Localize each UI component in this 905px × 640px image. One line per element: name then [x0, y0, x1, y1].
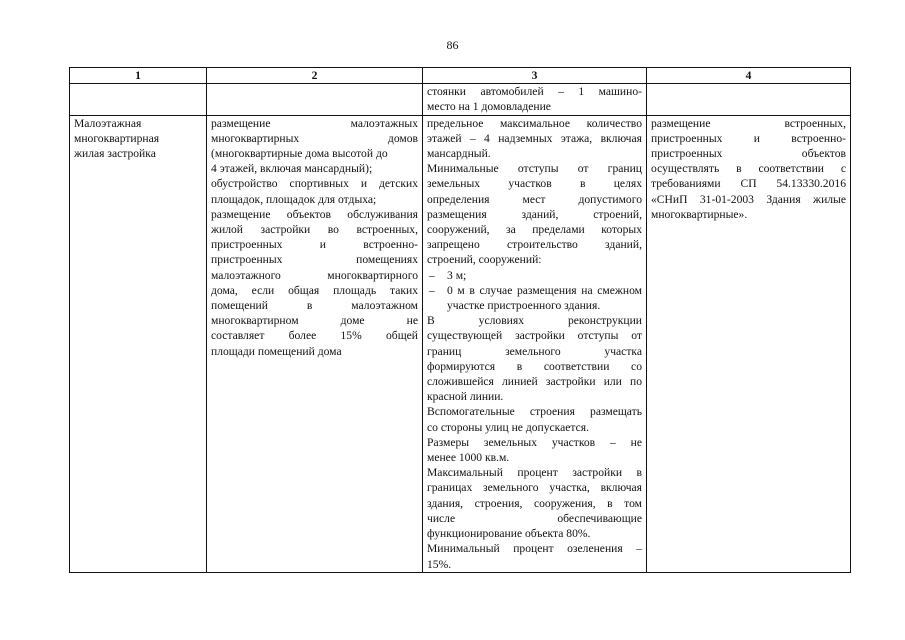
text-line: осуществлять в соответствии с: [651, 162, 846, 176]
text-line: площадок, площадок для отдыха;: [211, 192, 377, 206]
text-line: красной линии.: [427, 390, 504, 404]
text-line: требованиями СП 54.13330.2016: [651, 177, 846, 191]
text-line: дома, если общая площадь таких: [211, 283, 418, 297]
text-line: жилой застройки во встроенных,: [211, 223, 418, 237]
header-cell: 2: [207, 68, 423, 84]
text-line: границ земельного участка: [427, 344, 642, 358]
text-line: функционирование объекта 80%.: [427, 527, 591, 541]
text-line: размещение встроенных,: [651, 116, 846, 130]
text-line: пристроенных и встроенно-: [211, 238, 418, 252]
text-line: многоквартирном доме не: [211, 314, 418, 328]
text-line: этажей – 4 надземных этажа, включая: [427, 131, 642, 145]
text-line: формируются в соответствии со: [427, 359, 642, 373]
text-line: пристроенных помещениях: [211, 253, 418, 267]
text-line: здания, строения, сооружения, в том: [427, 496, 642, 510]
text-line: составляет более 15% общей: [211, 329, 418, 343]
text-line: со стороны улиц не допускается.: [427, 420, 589, 434]
text-line: пристроенных объектов: [651, 147, 846, 161]
text-line: малоэтажного многоквартирного: [211, 268, 418, 282]
text-line: площади помещений дома: [211, 344, 342, 358]
cell-empty: [207, 84, 423, 115]
text-line: обустройство спортивных и детских: [211, 177, 418, 191]
cell-parameters: [423, 115, 647, 572]
table-row-main: [70, 115, 851, 572]
text-line: определения мест допустимого: [427, 192, 642, 206]
text-line: «СНиП 31-01-2003 Здания жилые: [651, 192, 846, 206]
text-line: размещение объектов обслуживания: [211, 207, 418, 221]
text-line: размещения зданий, строений,: [427, 207, 642, 221]
text-line: Вспомогательные строения размещать: [427, 405, 642, 419]
cell-empty: [647, 84, 851, 115]
text-line: Малоэтажная: [74, 116, 142, 130]
table-header-row: [70, 68, 851, 84]
cell-requirements: [647, 115, 851, 572]
zoning-table: [69, 67, 851, 573]
text-line: В условиях реконструкции: [427, 314, 642, 328]
text-line: (многоквартирные дома высотой до: [211, 147, 388, 161]
text-line: многоквартирные».: [651, 207, 748, 221]
page-number: 86: [446, 38, 459, 52]
cell-zone-name: [70, 115, 207, 572]
header-cell: 3: [423, 68, 647, 84]
text-line: Минимальные отступы от границ: [427, 162, 642, 176]
text-line: мансардный.: [427, 147, 491, 161]
text-line: запрещено строительство зданий,: [427, 238, 642, 252]
text-line: место на 1 домовладение: [427, 100, 551, 114]
header-cell: 4: [647, 68, 851, 84]
list-item: – 0 м в случае размещения на смежном участке пристроенного здания.: [427, 283, 642, 313]
text-line: менее 1000 кв.м.: [427, 451, 510, 465]
text-line: Размеры земельных участков – не: [427, 435, 642, 449]
text-line: строений, сооружений:: [427, 253, 542, 267]
text-line: Максимальный процент застройки в: [427, 466, 642, 480]
cell-parking-continued: [423, 84, 647, 115]
text-line: стоянки автомобилей – 1 машино-: [427, 85, 642, 99]
text-line: земельных участков в целях: [427, 177, 642, 191]
text-line: помещений в малоэтажном: [211, 299, 418, 313]
text-line: пристроенных и встроенно-: [651, 131, 846, 145]
text-line: Минимальный процент озеленения –: [427, 542, 642, 556]
table-row-continued: [70, 84, 851, 115]
text-line: числе обеспечивающие: [427, 511, 642, 525]
setback-list: [427, 268, 642, 314]
text-line: 4 этажей, включая мансардный);: [211, 162, 373, 176]
text-line: сооружений, за пределами которых: [427, 223, 642, 237]
cell-empty: [70, 84, 207, 115]
text-line: многоквартирных домов: [211, 131, 418, 145]
text-line: существующей застройки отступы от: [427, 329, 642, 343]
text-line: многоквартирная: [74, 131, 160, 145]
list-item: – 3 м;: [427, 268, 642, 283]
text-line: жилая застройка: [74, 147, 156, 161]
text-line: предельное максимальное количество: [427, 116, 642, 130]
text-line: 15%.: [427, 557, 452, 571]
text-line: границах земельного участка, включая: [427, 481, 642, 495]
cell-permitted-use: [207, 115, 423, 572]
text-line: размещение малоэтажных: [211, 116, 418, 130]
text-line: сложившейся линией застройки или по: [427, 375, 642, 389]
header-cell: 1: [70, 68, 207, 84]
